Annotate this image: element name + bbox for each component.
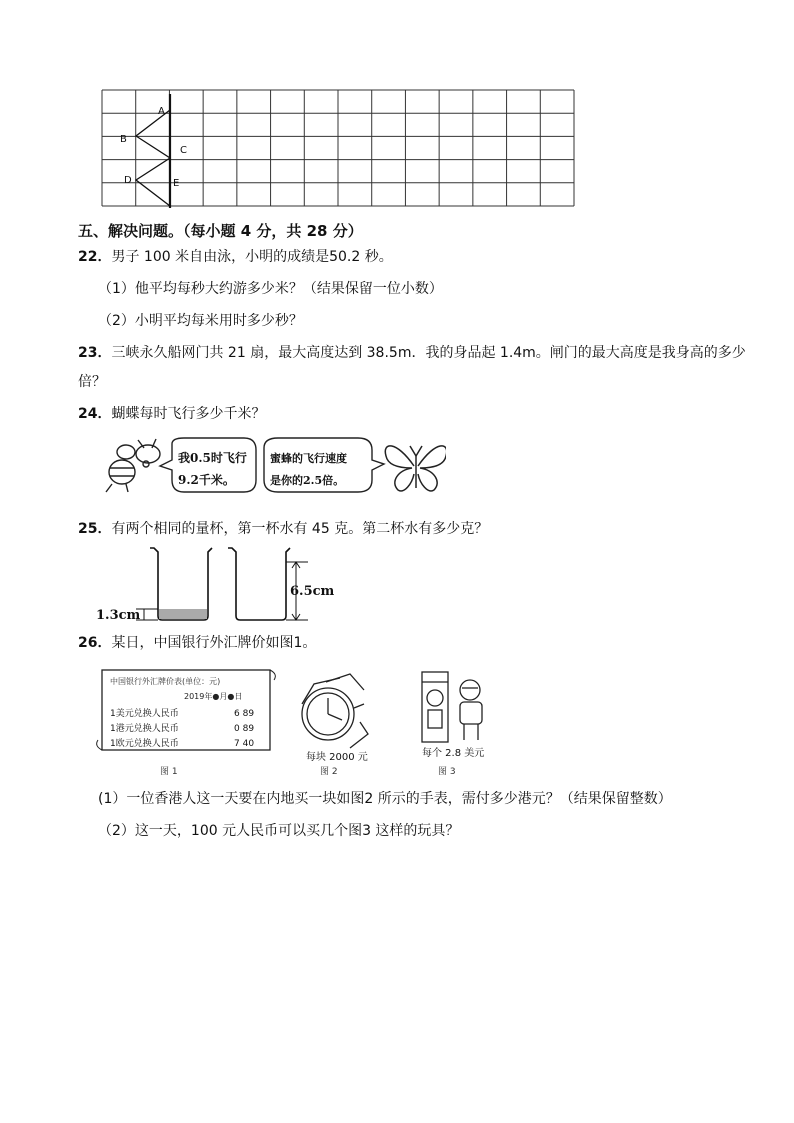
question-number: 22． [78,249,112,265]
bee-icon [106,439,160,492]
grid-label-a: A [158,106,165,117]
board-date: 2019年●月●日 [184,692,243,701]
question-24 [78,404,265,424]
toy-robot-icon [422,672,482,742]
question-text: 三峡永久船网门共 21 扇，最大高度达到 38.5m．我的身品起 1.4m。闸门的最大高度是我身高的多少 [111,345,746,361]
bubble-1-line2: 9.2千米。 [178,473,235,487]
grid-label-c: C [180,145,187,156]
question-22-sub2: （2）小明平均每米用时多少秒？ [98,313,303,329]
rate-value-hkd: 0 89 [234,724,255,734]
toy-price: 每个 2.8 美元 [422,748,485,759]
butterfly-icon [385,446,446,491]
question-26-sub2: （2）这一天，100 元人民币可以买几个图3 这样的玩具？ [98,823,460,839]
question-text: 蝴蝶每时飞行多少千米？ [111,406,266,422]
bee-butterfly-illustration [96,436,446,500]
bubble-2-line1: 蜜蜂的飞行速度 [270,452,347,465]
question-22-sub1: （1）他平均每秒大约游多少米？（结果保留一位小数） [98,281,443,297]
question-23-line2: 倍？ [78,374,106,390]
label-6-5cm: 6.5cm [290,584,335,599]
question-26 [78,633,316,653]
fig-2-caption: 图 2 [320,767,338,777]
section-title: 五、解决问题。（每小题 4 分，共 28 分） [78,222,363,240]
question-number: 24． [78,406,112,422]
watch-icon [302,674,368,748]
fig-3-caption: 图 3 [438,767,456,777]
question-number: 25． [78,521,112,537]
question-26-sub1: (1）一位香港人这一天要在内地买一块如图2 所示的手表，需付多少港元？（结果保留整数） [98,791,672,807]
measuring-cups-illustration [94,544,344,626]
question-number: 26． [78,635,112,651]
cup-1-water [159,609,207,619]
question-22 [78,247,393,267]
watch-price: 每块 2000 元 [306,752,368,763]
grid-label-b: B [120,134,127,145]
rate-label-usd: 1美元兑换人民币 [110,709,179,719]
board-title: 中国银行外汇牌价表(单位：元) [110,677,221,686]
rate-value-eur: 7 40 [234,739,255,749]
grid-figure [100,88,576,210]
rate-label-hkd: 1港元兑换人民币 [110,724,179,734]
bubble-1-line1: 我0.5时飞行 [178,451,247,465]
question-text: 某日，中国银行外汇牌价如图1。 [111,635,317,651]
question-text: 有两个相同的量杯，第一杯水有 45 克。第二杯水有多少克？ [111,521,489,537]
label-1-3cm: 1.3cm [96,608,141,623]
cup-2 [228,548,290,620]
grid-label-e: E [173,178,180,189]
rate-value-usd: 6 89 [234,709,255,719]
bubble-2-line2: 是你的2.5倍。 [270,474,345,487]
question-number: 23． [78,345,112,361]
question-25 [78,519,488,539]
fig-1-caption: 图 1 [160,767,178,777]
question-23 [78,343,746,363]
question-text: 男子 100 米自由泳，小明的成绩是50.2 秒。 [111,249,393,265]
exchange-illustration [92,664,512,780]
grid-label-d: D [124,175,132,186]
rate-label-eur: 1欧元兑换人民币 [110,739,179,749]
